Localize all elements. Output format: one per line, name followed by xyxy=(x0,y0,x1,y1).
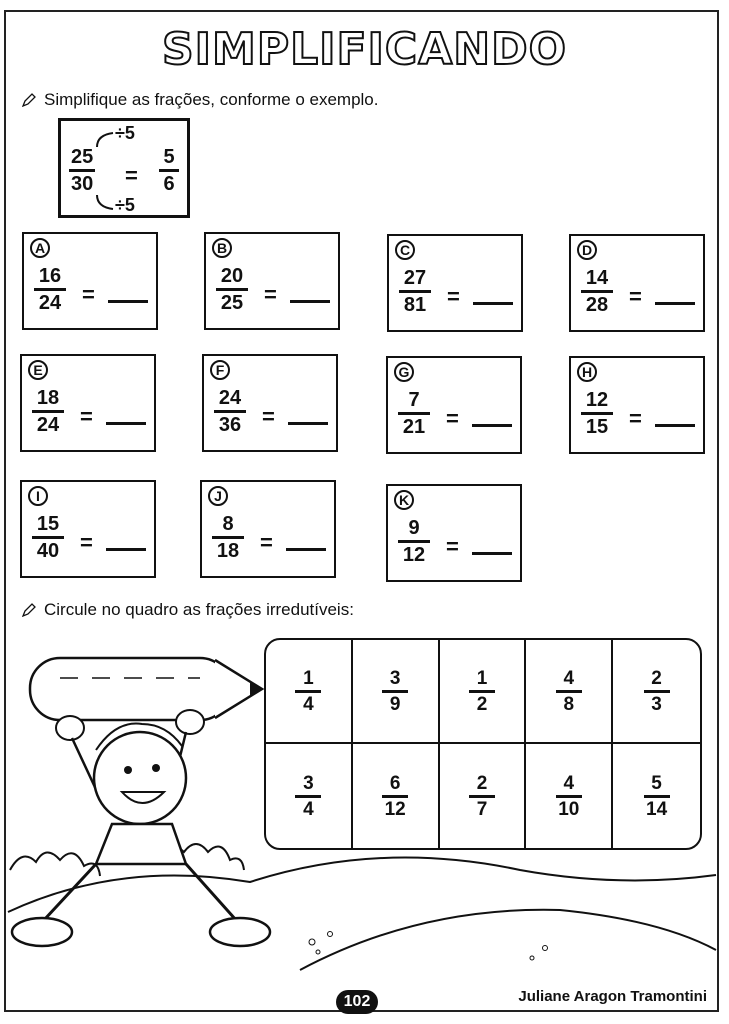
table-numerator: 2 xyxy=(476,772,488,794)
instruction-circle-text: Circule no quadro as frações irredutíveis: xyxy=(44,600,354,619)
example-result-numerator: 5 xyxy=(163,146,175,168)
exercise-card-i xyxy=(20,480,156,578)
table-numerator: 4 xyxy=(563,772,575,794)
author-credit: Juliane Aragon Tramontini xyxy=(518,988,707,1005)
exercise-denominator: 81 xyxy=(403,294,427,316)
exercise-letter-badge: B xyxy=(212,238,232,258)
fraction-cell[interactable] xyxy=(613,744,700,848)
exercise-numerator: 16 xyxy=(38,265,62,287)
exercise-card-g xyxy=(386,356,522,454)
answer-blank[interactable] xyxy=(106,422,146,425)
exercise-numerator: 8 xyxy=(222,513,234,535)
table-denominator: 12 xyxy=(384,798,406,820)
fraction-cell[interactable] xyxy=(440,744,527,848)
table-numerator: 4 xyxy=(563,667,575,689)
exercise-letter-badge: F xyxy=(210,360,230,380)
exercise-denominator: 15 xyxy=(585,416,609,438)
exercise-letter-badge: E xyxy=(28,360,48,380)
exercise-denominator: 24 xyxy=(38,292,62,314)
exercise-numerator: 15 xyxy=(36,513,60,535)
table-fraction xyxy=(556,774,582,819)
exercise-numerator: 9 xyxy=(408,517,420,539)
exercise-card-e xyxy=(20,354,156,452)
exercise-denominator: 18 xyxy=(216,540,240,562)
exercise-letter-badge: J xyxy=(208,486,228,506)
exercise-denominator: 12 xyxy=(402,544,426,566)
exercise-letter-badge: D xyxy=(577,240,597,260)
page-title: SIMPLIFICANDO xyxy=(161,24,568,75)
exercise-letter-badge: A xyxy=(30,238,50,258)
exercise-numerator: 18 xyxy=(36,387,60,409)
exercise-letter-badge: C xyxy=(395,240,415,260)
fraction-cell[interactable] xyxy=(353,640,440,744)
exercise-fraction xyxy=(399,268,431,315)
exercise-fraction xyxy=(214,388,246,435)
table-denominator: 7 xyxy=(476,798,488,820)
table-numerator: 1 xyxy=(303,667,314,689)
exercise-fraction xyxy=(34,266,66,313)
answer-blank[interactable] xyxy=(108,300,148,303)
exercise-numerator: 24 xyxy=(218,387,242,409)
table-denominator: 9 xyxy=(389,693,401,715)
table-numerator: 1 xyxy=(476,667,488,689)
pencil-icon xyxy=(22,603,36,617)
instruction-circle xyxy=(22,600,354,620)
table-denominator: 10 xyxy=(558,798,580,820)
table-fraction xyxy=(469,774,495,819)
exercise-numerator: 27 xyxy=(403,267,427,289)
example-equals: = xyxy=(125,163,138,188)
exercise-fraction xyxy=(212,514,244,561)
exercise-letter-badge: K xyxy=(394,490,414,510)
exercise-fraction xyxy=(32,514,64,561)
table-numerator: 5 xyxy=(651,772,662,794)
table-fraction xyxy=(469,669,495,714)
example-divide-top: ÷5 xyxy=(115,123,135,143)
example-arrows xyxy=(91,129,117,213)
example-result-denominator: 6 xyxy=(163,173,175,195)
exercise-card-f xyxy=(202,354,338,452)
example-box xyxy=(58,118,190,218)
exercise-equals: = xyxy=(264,282,277,307)
exercise-letter-badge: I xyxy=(28,486,48,506)
exercise-equals: = xyxy=(82,282,95,307)
exercise-card-c xyxy=(387,234,523,332)
exercise-numerator: 7 xyxy=(408,389,420,411)
answer-blank[interactable] xyxy=(286,548,326,551)
page-number: 102 xyxy=(336,990,378,1014)
table-denominator: 3 xyxy=(651,693,662,715)
answer-blank[interactable] xyxy=(655,302,695,305)
exercise-equals: = xyxy=(260,530,273,555)
exercise-card-a xyxy=(22,232,158,330)
exercise-card-h xyxy=(569,356,705,454)
instruction-simplify xyxy=(22,90,379,110)
exercise-numerator: 14 xyxy=(585,267,609,289)
table-denominator: 4 xyxy=(303,693,314,715)
instruction-simplify-text: Simplifique as frações, conforme o exemplo. xyxy=(44,90,379,109)
fraction-cell[interactable] xyxy=(266,640,353,744)
exercise-denominator: 24 xyxy=(36,414,60,436)
answer-blank[interactable] xyxy=(655,424,695,427)
table-fraction xyxy=(644,774,670,819)
answer-blank[interactable] xyxy=(472,424,512,427)
exercise-fraction xyxy=(581,390,613,437)
exercise-letter-badge: H xyxy=(577,362,597,382)
table-numerator: 3 xyxy=(389,667,401,689)
table-fraction xyxy=(382,669,408,714)
fraction-cell[interactable] xyxy=(526,640,613,744)
exercise-denominator: 36 xyxy=(218,414,242,436)
exercise-fraction xyxy=(216,266,248,313)
irreducible-fractions-table xyxy=(264,638,702,850)
table-denominator: 4 xyxy=(303,798,314,820)
exercise-fraction xyxy=(32,388,64,435)
exercise-equals: = xyxy=(446,406,459,431)
table-fraction xyxy=(644,669,670,714)
exercise-card-d xyxy=(569,234,705,332)
answer-blank[interactable] xyxy=(473,302,513,305)
exercise-equals: = xyxy=(446,534,459,559)
exercise-denominator: 25 xyxy=(220,292,244,314)
answer-blank[interactable] xyxy=(472,552,512,555)
exercise-equals: = xyxy=(447,284,460,309)
table-numerator: 2 xyxy=(651,667,662,689)
exercise-equals: = xyxy=(629,284,642,309)
exercise-card-j xyxy=(200,480,336,578)
exercise-numerator: 12 xyxy=(585,389,609,411)
exercise-denominator: 28 xyxy=(585,294,609,316)
pencil-icon xyxy=(22,93,36,107)
fraction-cell[interactable] xyxy=(613,640,700,744)
table-numerator: 6 xyxy=(389,772,401,794)
fraction-cell[interactable] xyxy=(440,640,527,744)
example-divide-bottom: ÷5 xyxy=(115,195,135,215)
exercise-equals: = xyxy=(80,404,93,429)
fraction-cell[interactable] xyxy=(526,744,613,848)
table-numerator: 3 xyxy=(303,772,314,794)
exercise-equals: = xyxy=(262,404,275,429)
exercise-card-k xyxy=(386,484,522,582)
exercise-numerator: 20 xyxy=(220,265,244,287)
table-fraction xyxy=(556,669,582,714)
table-denominator: 14 xyxy=(646,798,668,820)
table-fraction xyxy=(382,774,408,819)
fraction-cell[interactable] xyxy=(353,744,440,848)
answer-blank[interactable] xyxy=(106,548,146,551)
table-denominator: 2 xyxy=(476,693,488,715)
exercise-card-b xyxy=(204,232,340,330)
exercise-fraction xyxy=(398,518,430,565)
exercise-fraction xyxy=(398,390,430,437)
exercise-denominator: 40 xyxy=(36,540,60,562)
exercise-denominator: 21 xyxy=(402,416,426,438)
table-denominator: 8 xyxy=(563,693,575,715)
fraction-cell[interactable] xyxy=(266,744,353,848)
example-numerator: 25 xyxy=(71,146,94,168)
exercise-letter-badge: G xyxy=(394,362,414,382)
exercise-equals: = xyxy=(629,406,642,431)
table-fraction xyxy=(295,774,321,819)
example-denominator: 30 xyxy=(71,173,94,195)
example-result xyxy=(159,147,179,194)
answer-blank[interactable] xyxy=(290,300,330,303)
exercise-equals: = xyxy=(80,530,93,555)
answer-blank[interactable] xyxy=(288,422,328,425)
table-fraction xyxy=(295,669,321,714)
exercise-fraction xyxy=(581,268,613,315)
